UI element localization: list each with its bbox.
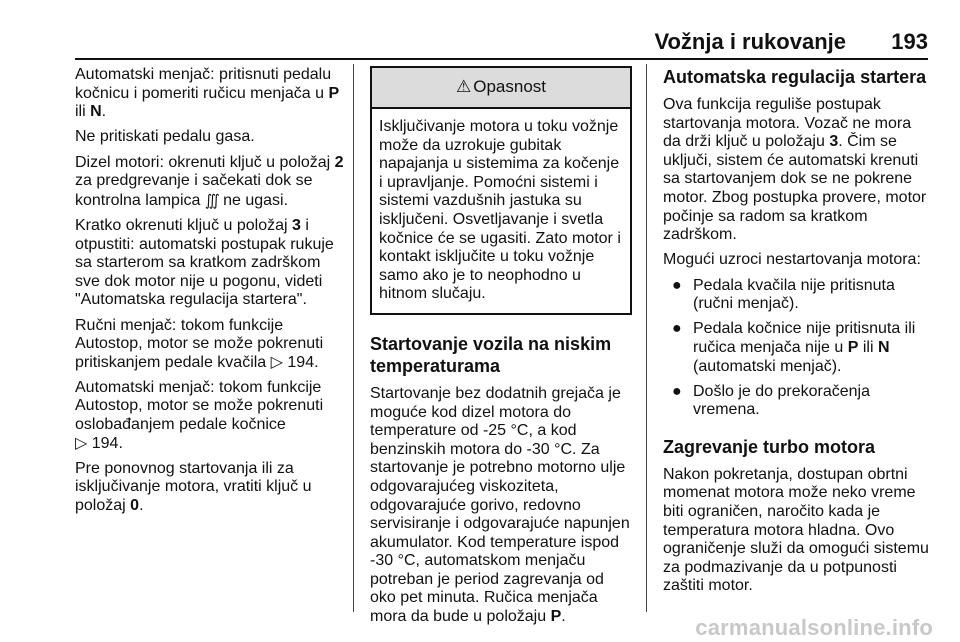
text: . <box>314 353 319 371</box>
page-reference-arrow-icon: ▷ <box>270 353 288 371</box>
text: ili <box>75 103 91 121</box>
page-reference-arrow-icon: ▷ <box>75 434 92 452</box>
text: ili <box>858 338 878 356</box>
text: Startovanje bez dodatnih grejača je moguće kod dizel motora do temperature od -25 °C, a kod benzinskih motora do -30 °C. Za startovanje je potrebno motorno ulje odgovarajućeg viskoziteta, odgovarajuće gorivo, redovno servisiranje i odgovarajuće napunjen akumulator. Kod temperature ispod -30 °C, automatskom menjaču potreban je period zagrevanja od oko pet minuta. Ručica menjača mora da bude u položaju <box>370 384 630 626</box>
list-item <box>663 277 929 314</box>
list-item <box>663 383 929 420</box>
section-heading-turbo: Zagrevanje turbo motora <box>663 436 876 457</box>
text: . Čim se uključi, sistem će automatski krenuti sa startovanjem dok se ne pokrene motor. Zbog postupka provere, motor počinje sa radom sa kratkom zadrškom. <box>663 133 927 244</box>
paragraph-restart <box>75 460 347 516</box>
column-right <box>663 66 929 603</box>
paragraph-manual-autostop <box>75 317 347 373</box>
page-number: 193 <box>891 29 928 54</box>
text: Došlo je do prekoračenja vremena. <box>693 382 870 419</box>
paragraph-starter <box>663 96 929 245</box>
position-2: 2 <box>334 153 344 171</box>
warning-header <box>372 68 630 109</box>
text: . <box>118 434 123 452</box>
position-p: P <box>847 338 859 356</box>
column-middle <box>370 66 632 633</box>
text: Pedala kvačila nije pritisnuta (ručni menjač). <box>693 276 895 313</box>
text: . <box>561 608 566 626</box>
position-p: P <box>328 84 340 102</box>
warning-triangle-icon: ⚠ <box>455 77 472 97</box>
position-3: 3 <box>829 133 839 151</box>
paragraph-causes: Mogući uzroci nestartovanja motora: <box>663 251 921 269</box>
glow-plug-icon: ∭ <box>204 190 219 209</box>
paragraph-automatic-autostop <box>75 379 347 453</box>
text: Dizel motori: okrenuti ključ u položaj <box>75 153 335 171</box>
text: Pedala kočnice nije pritisnuta ili ručica menjača nije u <box>693 320 916 356</box>
page-reference[interactable]: 194 <box>91 434 119 452</box>
warning-text: Isključivanje motora u toku vožnje može da uzrokuje gubitak napajanja u sistemima za kočenje i upravljanje. Pomoćni sistemi i sistemi vazdušnih jastuka su isključeni. Osvetljavanje i svetla kočnice će se ugasiti. Zato motor i kontakt isključite u toku vožnje samo ako je to neophodno u hitnom slučaju. <box>379 118 621 303</box>
bullet-icon: ● <box>672 276 682 294</box>
watermark: carmanualsonline.info <box>695 615 933 640</box>
page-reference[interactable]: 194 <box>287 353 315 371</box>
text: (automatski menjač). <box>693 357 842 375</box>
section-heading-starter: Automatska regulacija startera <box>663 67 927 87</box>
causes-list <box>663 277 929 420</box>
text: Automatski menjač: pritisnuti pedalu kočnicu i pomeriti ručicu menjača u <box>75 66 332 102</box>
column-divider-right <box>646 64 647 612</box>
position-n: N <box>90 103 102 121</box>
bullet-icon: ● <box>672 320 682 338</box>
text: Automatski menjač: tokom funkcije Autostop, motor se može pokrenuti oslobađanjem pedale kočnice <box>75 378 324 434</box>
section-heading-low-temp: Startovanje vozila na niskim temperaturama <box>370 333 612 376</box>
paragraph-no-gas: Ne pritiskati pedalu gasa. <box>75 128 255 146</box>
warning-title: Opasnost <box>473 77 546 97</box>
position-n: N <box>877 338 890 356</box>
paragraph-turbo: Nakon pokretanja, dostupan obrtni momenat motora može neko vreme biti ograničen, naročito kada je temperatura motora hladna. Ovo ograničenje služi da omogući sistemu za podmazivanje da u potpunosti zaštiti motor. <box>663 465 929 595</box>
text: i otpustiti: automatski postupak rukuje sa starterom sa kratkom zadrškom sve dok motor nije u pogonu, videti "Automatska regulacija startera". <box>75 216 334 309</box>
page-title: Vožnja i rukovanje <box>654 29 846 54</box>
header-rule <box>75 58 928 60</box>
text: Ova funkcija reguliše postupak startovanja motora. Vozač ne mora da drži ključ u položaju <box>663 96 912 151</box>
column-left <box>75 66 347 522</box>
text: ne ugasi. <box>218 191 289 209</box>
warning-box <box>370 66 632 315</box>
position-3: 3 <box>292 216 301 234</box>
paragraph-low-temp <box>370 385 632 627</box>
text: . <box>139 497 144 515</box>
paragraph-turn-key <box>75 217 347 310</box>
text: za predgrevanje i sačekati dok se kontrolna lampica <box>75 172 313 209</box>
text: . <box>101 103 107 121</box>
text: Ručni menjač: tokom funkcije Autostop, motor se može pokrenuti pritiskanjem pedale kvačila <box>75 316 324 371</box>
bullet-icon: ● <box>672 382 682 400</box>
paragraph-diesel-preheat <box>75 154 347 211</box>
text: Kratko okrenuti ključ u položaj <box>75 216 292 234</box>
column-divider-left <box>353 64 354 612</box>
text: Pre ponovnog startovanja ili za isključivanje motora, vratiti ključ u položaj <box>75 459 312 515</box>
position-p: P <box>550 608 562 626</box>
list-item <box>663 320 929 376</box>
paragraph-automatic-brake <box>75 66 347 122</box>
position-0: 0 <box>130 497 140 515</box>
